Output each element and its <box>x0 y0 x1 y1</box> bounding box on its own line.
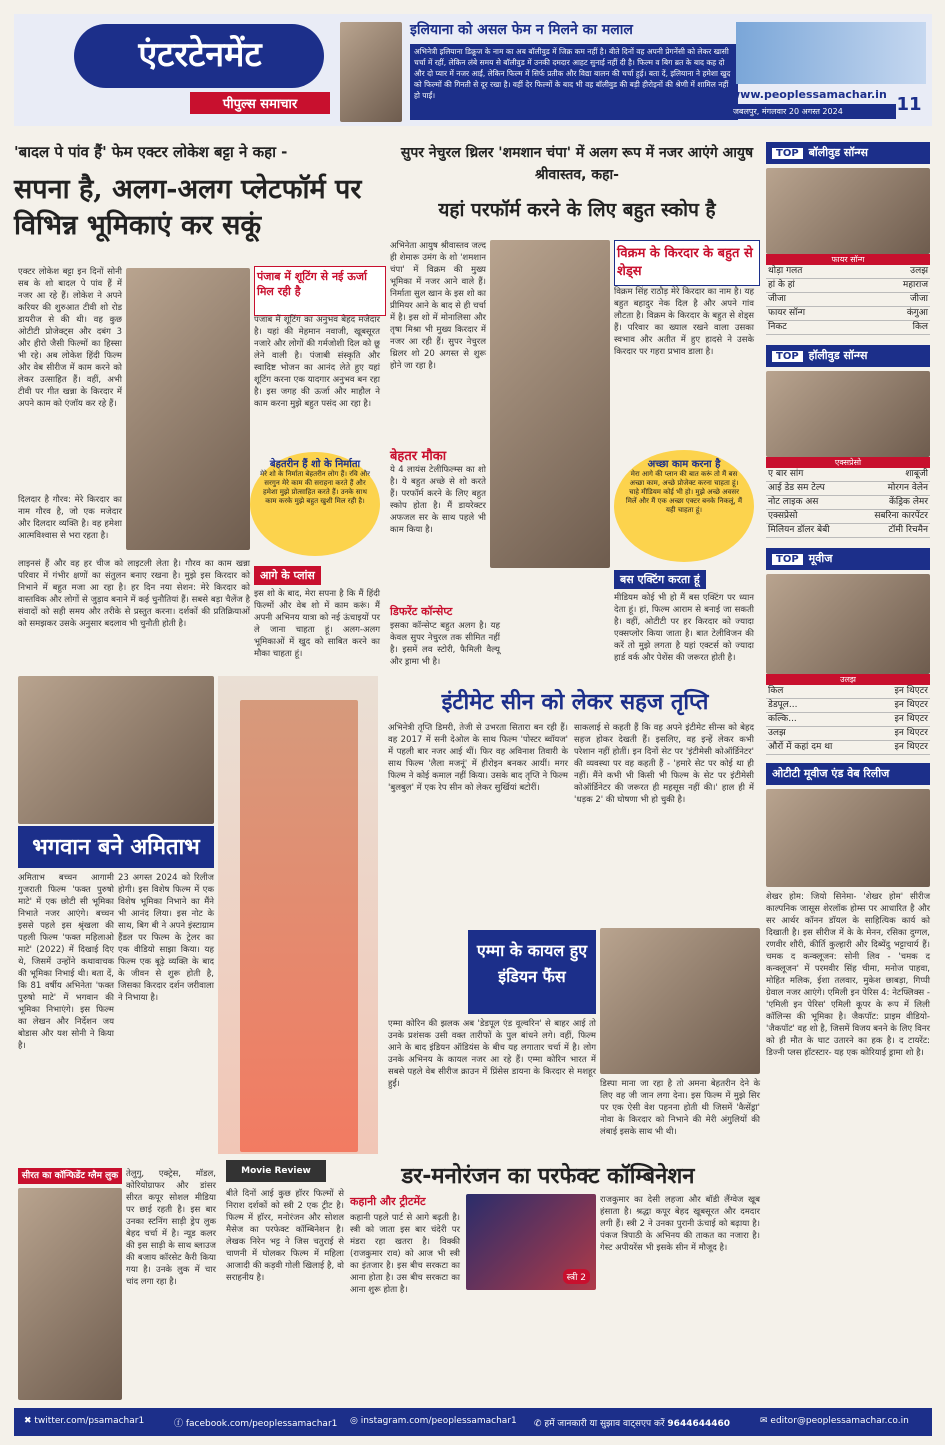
hollywood-caption: एक्सप्रेसो <box>766 457 930 468</box>
email-icon: ✉ <box>760 1416 771 1426</box>
edition-date: जबलपुर, मंगलवार 20 अगस्त 2024 <box>730 104 896 119</box>
hollywood-header <box>766 345 930 367</box>
producer-circle <box>250 452 380 556</box>
twitter-icon: ✖ <box>24 1416 35 1426</box>
facebook-label: facebook.com/peoplessamachar1 <box>185 1419 338 1429</box>
twitter-label: twitter.com/psamachar1 <box>34 1416 145 1426</box>
hollywood-song-row <box>766 482 930 496</box>
good-work-circle-text: मेरा आगे की प्लान की बात करूं तो मैं बस अच्छा काम, अच्छे प्रोजेक्ट करना चाहता हूं। चाहे मीडियम कोई भी हो। मुझे अच्छे अवसर मिलें और मैं एक अच्छा एक्टर बनके निकलूं, मैं यही चाहता हूं। <box>625 470 743 514</box>
ott-text: शेखर होम: जियो सिनेमा- 'शेखर होम' सीरीज काल्पनिक जासूस शेरलॉक होम्स पर आधारित है और सर आर्थर कॉनन डॉयल के साहित्यिक कार्य को दिखाती है। इस सीरीज में के के मेनन, रसिका दुग्गल, रणवीर शौरी, कीर्ति कुल्हारी और दिब्येंदु भट्टाचार्य हैं। चमक द कन्क्लूजन: सोनी लिव - 'चमक द कन्क्लूजन' में परमवीर सिंह चीमा, मनोज पाहवा, मोहित मलिक, ईशा तलवार, मुकेश छाबड़ा, गिप्पी ग्रेवाल नजर आएंगे। एमिली इन पेरिस 4: नेटफ्लिक्स - 'एमिली इन पेरिस' एमिली कूपर के रूप में लिली कॉलिन्स की भूमिका है। जैकपॉट: प्राइम वीडियो- 'जैकपॉट' वह शो है, जिसमें विजय बनने के लिए विनर को ही मौत के घाट उतारने का हक है। द टायरेंट: डिज्नी प्लस हॉटस्टार- यह एक कोरियाई ड्रामा शो है। <box>766 892 930 1058</box>
instagram-link[interactable] <box>350 1416 517 1426</box>
ayush-photo <box>490 240 610 568</box>
email-link[interactable] <box>760 1416 909 1426</box>
different-concept-text: इसका कॉन्सेप्ट बहुत अलग है। यह केवल सुपर नेचुरल तक सीमित नहीं है। इसमें लव स्टोरी, फैमिली वैल्यू और ड्रामा भी है। <box>390 621 500 667</box>
hollywood-title: हॉलीवुड सॉन्ग्स <box>808 349 868 362</box>
sidebar <box>766 142 930 1400</box>
story4-col1: अभिनेत्री तृप्ति डिमरी, तेजी से उभरता सितारा बन रही हैं। वह 2017 में सनी देओल के साथ फिल्म 'पोस्टर ब्वॉयज' में पहली बार नजर आई थीं। फिर वह अविनाश तिवारी के साथ फिल्म 'लैला मजनूं' में हीरोइन बनकर आयीं। मगर फिल्म ने कोई कमाल नहीं किया। उसके बाद तृप्ति ने फिल्म 'बुलबुल' में एक रेप सीन को लेकर सुर्खियां बटोरीं। <box>388 723 568 793</box>
movies-list <box>766 685 930 755</box>
top5-badge: TOP <box>772 554 803 565</box>
top5-badge: TOP <box>772 148 803 159</box>
bollywood-song-row <box>766 279 930 293</box>
bollywood-song-row <box>766 265 930 279</box>
movie-title: औरों में कहां दम था <box>768 742 833 752</box>
story2-kicker: सुपर नेचुरल थ्रिलर 'शमशान चंपा' में अलग रूप में नजर आएंगे आयुष श्रीवास्तव, कहा- <box>400 145 754 183</box>
movie-title: डेडपूल... <box>768 700 798 710</box>
ileana-photo <box>340 22 402 122</box>
bollywood-photo <box>766 168 930 254</box>
movie-row <box>766 699 930 713</box>
story6-text: तेलुगु, एक्ट्रेस, मॉडल, कोरियोग्राफर और डांसर सीरत कपूर सोशल मीडिया पर छाई रहती है। इस बार उनका स्टनिंग साड़ी ड्रेप लुक बेहद चर्चा में है। न्यूड कलर की इस साड़ी के साथ ब्लाउज की बजाय कॉरसेट कैरी किया गया है। उनके लुक में चार चांद लगा रहा है। <box>126 1169 216 1287</box>
hollywood-list <box>766 468 930 538</box>
punjab-text: पंजाब में शूटिंग का अनुभव बेहद मजेदार है। यहां की मेहमान नवाजी, खूबसूरत नजारे और लोगों की गर्मजोशी दिल को छू लेने वाली है। पंजाबी संस्कृति और स्वादिष्ट भोजन का आनंद लेते हुए यहां शूटिंग करना एक यादगार अनुभव बन रहा है। इस जगह की ऊर्जा और माहौल ने काम करना मुझे बहुत पसंद आ रहा है। <box>254 315 380 409</box>
ott-photo <box>766 789 930 887</box>
hollywood-song-row <box>766 524 930 538</box>
just-acting-text: मीडियम कोई भी हो मैं बस एक्टिंग पर ध्यान देता हूं। हां, फिल्म आराम से बनाई जा सकती है। वहीं, ओटीटी पर हर किरदार को ज्यादा एक्सप्लोर किया जाता है। बात टेलीविजन की करें तो मुझे लगता है यहां एक्टर्स को ज्यादा हार्ड वर्क और पेशेंस की जरूरत होती है। <box>614 593 754 663</box>
story2-better-chance: बेहतर मौका <box>390 449 447 464</box>
good-work-circle <box>614 450 754 562</box>
punjab-tag-label: पंजाब में शूटिंग से नई ऊर्जा मिल रही है <box>257 270 367 298</box>
page-number: 11 <box>896 94 922 115</box>
story5-text2: डिस्पा माना जा रहा है तो अमना बेहतरीन देने के लिए वह जी जान लगा देना। इस फिल्म में मुझे सिर पर एक ऐसी वेश पहनना होती थी जिसमें 'कैसेंड्रा' नोवा के किरदार को निभाने की मेरी अंगुलियों की लंबाई इसके साथ भी थी। <box>600 1079 760 1137</box>
movie-row <box>766 727 930 741</box>
hollywood-song-detail: केंड्रिक लेमर <box>889 497 928 507</box>
hollywood-song-title: ए बार सांग <box>768 469 804 479</box>
facebook-link[interactable] <box>174 1416 337 1429</box>
whatsapp-label: हमें जानकारी या सुझाव वाट्सएप करें <box>544 1419 665 1429</box>
hollywood-song-title: एक्सप्रेसो <box>768 511 798 521</box>
movies-title: मूवीज <box>808 552 833 565</box>
hollywood-song-title: आई डेड सम टेल्प <box>768 483 825 493</box>
bollywood-song-row <box>766 293 930 307</box>
story7-col2: कहानी पहले पार्ट से आगे बढ़ती है। स्त्री को जाता इस बार चंदेरी पर मंडरा रहा खतरा है। विक्की (राजकुमार राव) को आज भी स्त्री का इंतजार है। इस बीच सरकटा का आना होता है। उस बीच सरकटा का आना शुरू होता है। <box>350 1213 460 1295</box>
vikram-tag-label: विक्रम के किरदार के बहुत से शेड्स <box>617 246 753 279</box>
story3-col2: 23 अगस्त 2024 को रिलीज होगी। इस विशेष फिल्म में एक विशेष भूमिका निभाने का मैंने भी आनंद लिया। इस नोट के साथ, बिग बी ने अपने इंस्टाग्राम हैंडल पर फिल्म के ट्रेलर का एक वीडियो साझा किया। यह फिल्म एक बूढ़े व्यक्ति के बाद के जीवन से शुरू होती है, जिसका किरदार दर्शन जरीवाला ने निभाया है। <box>118 873 214 1003</box>
vikram-tag <box>614 240 760 286</box>
just-acting-tag: बस एक्टिंग करता हूं <box>614 570 706 589</box>
hollywood-song-detail: मोरगन वेलेन <box>887 483 928 493</box>
whatsapp-icon: ✆ <box>534 1419 545 1429</box>
hollywood-song-detail: सबरिना कारपेंटर <box>874 511 928 521</box>
movie-detail: इन थिएटर <box>894 728 928 738</box>
whatsapp-link[interactable] <box>534 1416 730 1429</box>
story2-col1-more: ये 4 लायंस टेलीफिल्म्स का शो है। ये बहुत अच्छे से शो करते हैं। परफॉर्म करने के लिए बहुत स्कोप होता है। मैं डायरेक्टर अफजल सर के साथ पहले भी काम किया है। <box>390 465 486 535</box>
story5-headline: एम्मा के कायल हुए इंडियन फैंस <box>468 930 596 1014</box>
hollywood-song-row <box>766 468 930 482</box>
hollywood-song-detail: शाबूजी <box>905 469 928 479</box>
story3-headline: भगवान बने अमिताभ <box>18 826 214 868</box>
different-concept-tag: डिफरेंट कॉन्सेप्ट <box>390 605 453 618</box>
tripti-photo <box>240 700 358 1152</box>
bollywood-caption: फायर सॉन्ग <box>766 254 930 265</box>
hollywood-song-title: मिलियन डॉलर बेबी <box>768 525 830 535</box>
hollywood-photo <box>766 371 930 457</box>
seerat-photo <box>18 1188 122 1400</box>
movie-detail: इन थिएटर <box>894 686 928 696</box>
story1-col1: एक्टर लोकेश बट्टा इन दिनों सोनी सब के शो बादल पे पांव हैं में नजर आ रहे हैं। लोकेश ने अपने करियर की शुरुआत टीवी शो रोड डायरीज से की थी। वह कुछ ओटीटी प्रोजेक्ट्स और दबंग 3 और हीरो जैसी फिल्मों का हिस्सा भी रहे। अब लोकेश हिंदी फिल्म और वेब सीरीज में काम करने को लेकर उत्साहित हैं। वहीं, अभी टीवी पर गीत खन्ना के किरदार में अपने काम को एंजॉय कर रहे हैं। <box>18 267 122 409</box>
hollywood-song-detail: टॉमी रिचमैन <box>888 525 928 535</box>
bollywood-song-title: थोड़ा गलत <box>768 266 803 276</box>
masthead-art <box>736 22 926 84</box>
section-logo: एंटरटेनमेंट <box>138 35 262 75</box>
movie-detail: इन थिएटर <box>894 700 928 710</box>
movie-title: किल <box>768 686 784 696</box>
instagram-icon: ◎ <box>350 1416 361 1426</box>
story2-col1: अभिनेता आयुष श्रीवास्तव जल्द ही शेमारू उमंग के शो 'शमशान चंपा' में विक्रम की मुख्य भूमिका में नजर आने वाले हैं। निर्माता सुल खान के इस शो का प्रीमियर आने के बाद से ही चर्चा में है। इस शो में मोनालिसा और तृषा मिश्रा भी मुख्य किरदार में नजर आ रही हैं। सुपर नेचुरल थ्रिलर शो 20 अगस्त से शुरू होने जा रहा है। <box>390 241 487 371</box>
bollywood-title: बॉलीवुड सॉन्ग्स <box>808 146 868 159</box>
story7-col1: बीते दिनों आई कुछ हॉरर फिल्मों से निराश दर्शकों को स्त्री 2 एक ट्रीट है। फिल्म में हॉरर, मनोरंजन और सोशल मैसेज का परफेक्ट कॉम्बिनेशन है। लेखक निरेन भट्ट ने जिस चतुराई से चाणनी में घोलकर फिल्म में महिला आजादी की कड़वी गोली खिलाई है, वो सराहनीय है। <box>226 1189 344 1283</box>
movie-row <box>766 713 930 727</box>
story7-sub: कहानी और ट्रीटमेंट <box>350 1195 426 1208</box>
bollywood-song-title: हां के हां <box>768 280 795 290</box>
bollywood-song-title: निकट <box>768 322 787 332</box>
lokesh-photo <box>126 268 250 550</box>
producer-circle-title: बेहतरीन हैं शो के निर्माता <box>269 459 361 470</box>
stree2-poster-label: स्त्री 2 <box>563 1269 590 1284</box>
movie-review-badge: Movie Review <box>226 1160 326 1182</box>
movies-caption: उलझ <box>766 674 930 685</box>
producer-circle-text: मेरे शो के निर्माता बेहतरीन लोग हैं। रवि और सरगुन मेरे काम की सराहना करते हैं और हमेशा मुझे प्रोत्साहित करते हैं। उनके साथ काम करके मुझे बहुत खुशी मिल रही है। <box>259 470 371 505</box>
vikram-text: विक्रम सिंह राठौड़ मेरे किरदार का नाम है। यह बहुत बहादुर नेक दिल है और अपने गांव लौटता है। विक्रम के किरदार के बहुत से शेड्स हैं। परिवार का ख्याल रखने वाला उसका स्वभाव और अतीत में हुए हादसे ने उसके किरदार पर गहरा प्रभाव डाला है। <box>614 287 754 357</box>
movie-detail: इन थिएटर <box>894 714 928 724</box>
good-work-circle-title: अच्छा काम करना है <box>647 459 721 470</box>
movies-header <box>766 548 930 570</box>
movies-photo <box>766 574 930 674</box>
email-label: editor@peoplessamachar.co.in <box>770 1416 909 1426</box>
top5-badge: TOP <box>772 351 803 362</box>
story1-bottom: लाइनसं हैं और वह हर चीज को लाइटली लेता है। गौरव का काम खन्ना परिवार में गंभीर क्षणों का संतुलन बनाए रखना है। मुझे इस किरदार को निभाने में बहुत मजा आ रहा है। हर दिन नया सेशन: मेरे किरदार को वास्तविक और लोगों से जुड़ाव बनाने में कई चुनौतियां हैं। सबसे बड़ा चैलेंज है संवादों को सही समय और तरीके से प्रस्तुत करना। दर्शकों की प्रतिक्रियाओं को समझकर उसके अनुसार बदलाव भी चुनौती होती है। <box>18 559 250 629</box>
bollywood-song-row <box>766 321 930 335</box>
hollywood-song-title: नोट लाइक अस <box>768 497 819 507</box>
bollywood-song-detail: महाराज <box>902 280 928 290</box>
story3-col1: अमिताभ बच्चन आगामी गुजराती फिल्म 'फक्त पुरुषो माटे' में एक छोटी सी भूमिका निभाते नजर आएंगे। बच्चन इससे पहले इस श्रृंखला की पहली फिल्म 'फक्त महिलाओ माटे' (2022) में दिखाई दिए थे, जिसमें उन्होंने कथावाचक की भूमिका निभाई थी। बता दें, कि 81 वर्षीय अभिनेता 'फक्त पुरुषो माटे' में भगवान की भूमिका निभाएंगे। इस फिल्म का लेखन और निर्देशन जय बोडास और यश सोनी ने किया है। <box>18 873 114 1051</box>
bollywood-song-detail: कंगुआ <box>906 308 928 318</box>
story1-kicker: 'बादल पे पांव हैं' फेम एक्टर लोकेश बट्टा ने कहा - <box>14 143 288 161</box>
bollywood-song-title: जीजा <box>768 294 787 304</box>
website-link[interactable]: www.peoplessamachar.in <box>730 88 887 101</box>
story2-headline: यहां परफॉर्म करने के लिए बहुत स्कोप है <box>438 199 716 221</box>
instagram-label: instagram.com/peoplessamachar1 <box>360 1416 517 1426</box>
story4-col2: साकलाई से कहती हैं कि वह अपने इंटीमेट सीन्स को बेहद सहज होकर देखती हैं। इसलिए, वह इन्हें लेकर कभी परेशान नहीं होतीं। इन दिनों सेट पर 'इंटीमेसी कोऑर्डिनेटर' की व्यवस्था पर वह कहती हैं - 'हमारे सेट पर कोई था ही नहीं। मैंने कभी भी किसी भी फिल्म के सेट पर इंटीमेसी कोऑर्डिनेटर की जरूरत ही महसूस नहीं की।' हाल ही में 'धड़क 2' की घोषणा भी हो चुकी है। <box>574 723 754 805</box>
amitabh-photo <box>18 676 214 824</box>
future-plans-tag: आगे के प्लांस <box>254 566 321 585</box>
bollywood-song-detail: उलझ <box>910 266 928 276</box>
movie-row <box>766 685 930 699</box>
story6-tag: सीरत का कॉन्फिडेंट ग्लैम लुक <box>18 1168 122 1184</box>
brand-name: पीपुल्स समाचार <box>190 92 330 114</box>
masthead-headline: इलियाना को असल फेम न मिलने का मलाल <box>410 22 633 38</box>
stree2-poster <box>466 1194 596 1290</box>
hollywood-song-row <box>766 496 930 510</box>
movie-title: उलझ <box>768 728 786 738</box>
story1-col1-sub: दिलदार है गौरव: मेरे किरदार का नाम गौरव है, जो एक मजेदार और दिलदार व्यक्ति है। वह हमेशा आत्मविश्वास से भरा रहता है। <box>18 495 122 541</box>
bollywood-song-title: फायर सॉन्ग <box>768 308 806 318</box>
bollywood-list <box>766 265 930 335</box>
story7-col3: राजकुमार का देसी लहजा और बॉडी लैंग्वेज खूब हंसाता है। श्रद्धा कपूर बेहद खूबसूरत और दमदार लगी हैं। स्त्री 2 ने उनका पुरानी ऊंचाई को बढ़ाया है। पंकज त्रिपाठी के अभिनय की ताकत का नजारा है। गेस्ट अपीयरेंस भी इसके सीन में मौजूद है। <box>600 1195 760 1253</box>
whatsapp-phone: 9644644460 <box>667 1419 731 1429</box>
masthead-blurb: अभिनेत्री इलियाना डिक्रूज के नाम का अब बॉलीवुड में जिक्र कम नहीं है। बीते दिनों वह अपनी प्रेगनेंसी को लेकर खासी चर्चा में रहीं, लेकिन लंबे समय से बॉलीवुड में उनकी दमदार आहट सुनाई नहीं दी है। फिल्म व बिग ब्रत के बाद कह दो और दो प्यार में नजर आईं, लेकिन फिल्म में सिर्फ प्रतीक और विद्या बालन की चर्चा हुई। बता दें, इलियाना ने हमेशा खुद को फिल्मों की गिनती से दूर रखा है। वहीं देर फिल्मों के बाद भी वह बॉलीवुड की बड़ी हीरोइनों की श्रेणी में शामिल नहीं हो पाईं। <box>410 44 738 120</box>
footer <box>14 1408 932 1436</box>
bollywood-song-detail: किल <box>912 322 928 332</box>
punjab-tag <box>254 266 386 316</box>
facebook-icon: ⓕ <box>174 1419 186 1429</box>
movie-row <box>766 741 930 755</box>
hollywood-song-row <box>766 510 930 524</box>
movie-detail: इन थिएटर <box>894 742 928 752</box>
story5-text: एम्मा कोरिन की झलक अब 'डेडपूल एंड वूल्वरिन' से बाहर आई तो उनके प्रशंसक उसी वक्त तारीफों के पुल बांधने लगे। वहीं, फिल्म आने के बाद इंडियन ऑडियंस के बीच यह लगातार चर्चा में है। लोग उनके अभिनय के कायल नजर आ रहे हैं। एम्मा कोरिन भारत में सबसे पहले वेब सीरीज क्राउन में प्रिंसेस डायना के किरदार से मशहूर हुईं। <box>388 1019 596 1089</box>
emma-photo <box>600 928 760 1074</box>
story4-headline: इंटीमेट सीन को लेकर सहज तृप्ति <box>441 690 709 715</box>
ott-header <box>766 763 930 785</box>
bollywood-song-row <box>766 307 930 321</box>
story1-headline: सपना है, अलग-अलग प्लेटफॉर्म पर विभिन्न भूमिकाएं कर सकूं <box>14 174 362 241</box>
bollywood-song-detail: जीजा <box>909 294 928 304</box>
twitter-link[interactable] <box>24 1416 144 1426</box>
bollywood-header <box>766 142 930 164</box>
ott-title: ओटीटी मूवीज एंड वेब रिलीज <box>772 767 890 780</box>
future-plans-text: इस शो के बाद, मेरा सपना है कि मैं हिंदी फिल्मों और वेब शो में काम करूं। मैं अपनी अभिनय यात्रा को नई ऊंचाइयों पर ले जाना चाहता हूं। अलग-अलग भूमिकाओं में खुद को साबित करने का मौका चाहता हूं। <box>254 589 380 659</box>
movie-title: कल्कि... <box>768 714 797 724</box>
story7-headline: डर-मनोरंजन का परफेक्ट कॉम्बिनेशन <box>401 1164 695 1189</box>
